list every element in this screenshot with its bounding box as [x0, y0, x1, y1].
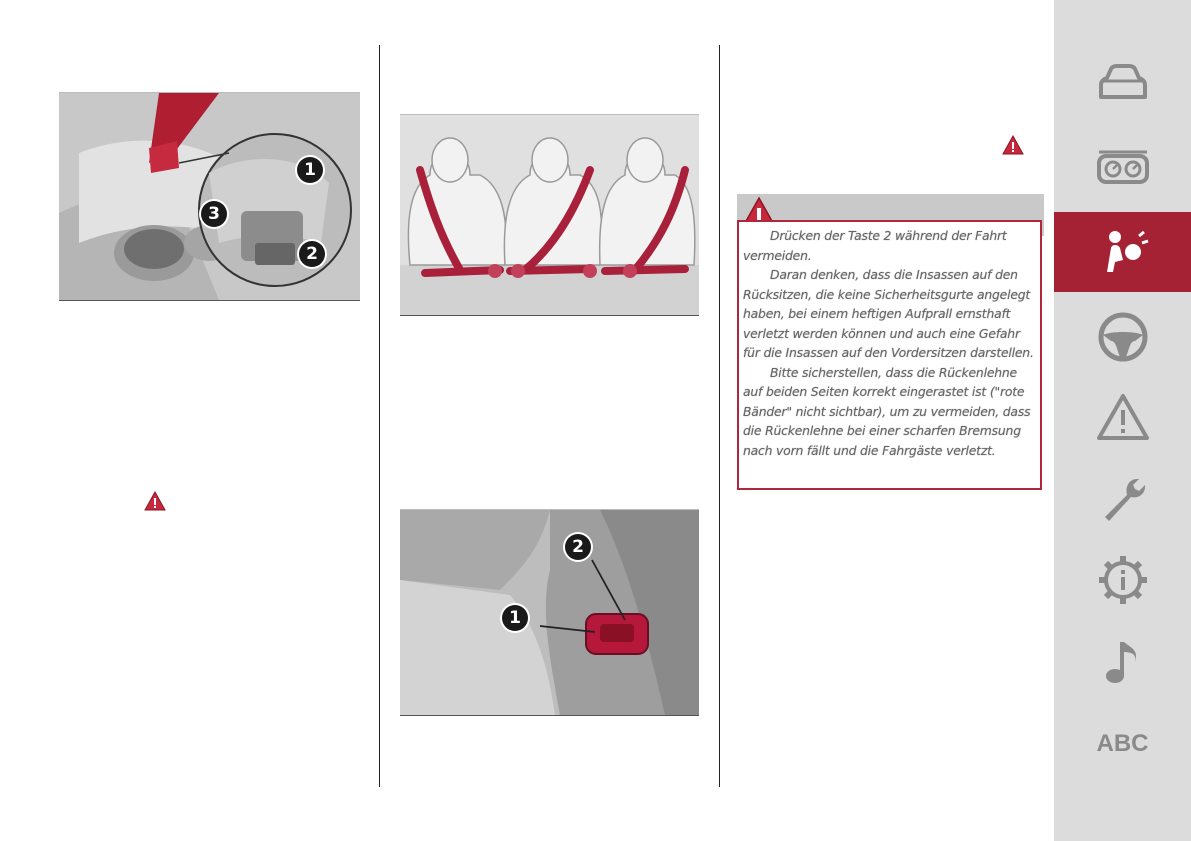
warning-box — [737, 220, 1042, 490]
warning-icon — [1095, 390, 1151, 446]
warning-paragraph-1: Drücken der Taste 2 während der Fahrt vermeiden. — [743, 228, 1007, 263]
car-icon — [1095, 57, 1151, 113]
chapter-sidebar — [1054, 0, 1191, 841]
sidebar-item-emergency[interactable] — [1054, 378, 1191, 458]
sidebar-item-technical-data[interactable] — [1054, 540, 1191, 620]
wrench-icon — [1095, 471, 1151, 527]
callout-1: 1 — [297, 157, 323, 183]
callout-1: 1 — [502, 605, 528, 631]
seatbelt-buckle-illustration — [59, 93, 360, 300]
sidebar-item-instruments[interactable] — [1054, 128, 1191, 208]
rear-seats-illustration — [400, 115, 699, 315]
seatbelt-buckle-figure — [59, 92, 360, 301]
gear-info-icon — [1095, 552, 1151, 608]
sidebar-item-driving[interactable] — [1054, 297, 1191, 377]
column-divider-left — [379, 45, 380, 787]
warning-icon — [144, 491, 166, 511]
steering-wheel-icon — [1095, 309, 1151, 365]
column-divider-right — [719, 45, 720, 787]
warning-icon — [1002, 135, 1024, 155]
sidebar-item-service[interactable] — [1054, 459, 1191, 539]
sidebar-item-index[interactable] — [1054, 704, 1191, 784]
rear-seats-figure — [400, 114, 699, 316]
dashboard-icon — [1095, 140, 1151, 196]
sidebar-item-vehicle[interactable] — [1054, 45, 1191, 125]
sidebar-item-multimedia[interactable] — [1054, 622, 1191, 702]
callout-2: 2 — [565, 534, 591, 560]
callout-3: 3 — [201, 201, 227, 227]
index-label: ABC — [1096, 730, 1149, 757]
seat-latch-figure — [400, 509, 699, 716]
warning-paragraph-2: Daran denken, dass die Insassen auf den Rücksitzen, die keine Sicherheitsgurte angelegt haben, bei einem heftigen Aufprall ernsthaft verletzt werden können und auch eine Gefahr für die Insassen auf den Vordersitzen darstellen. — [743, 267, 1034, 360]
sidebar-item-safety[interactable] — [1054, 212, 1191, 292]
warning-paragraph-3: Bitte sicherstellen, dass die Rückenlehne auf beiden Seiten korrekt eingerastet ist ("rote Bänder" nicht sichtbar), um zu vermeiden, dass die Rückenlehne bei einer scharfen Bremsung nach vorn fällt und die Fahrgäste verletzt. — [743, 364, 1031, 458]
callout-2: 2 — [299, 241, 325, 267]
music-note-icon — [1095, 634, 1151, 690]
seat-latch-illustration — [400, 510, 699, 715]
airbag-icon — [1095, 224, 1151, 280]
